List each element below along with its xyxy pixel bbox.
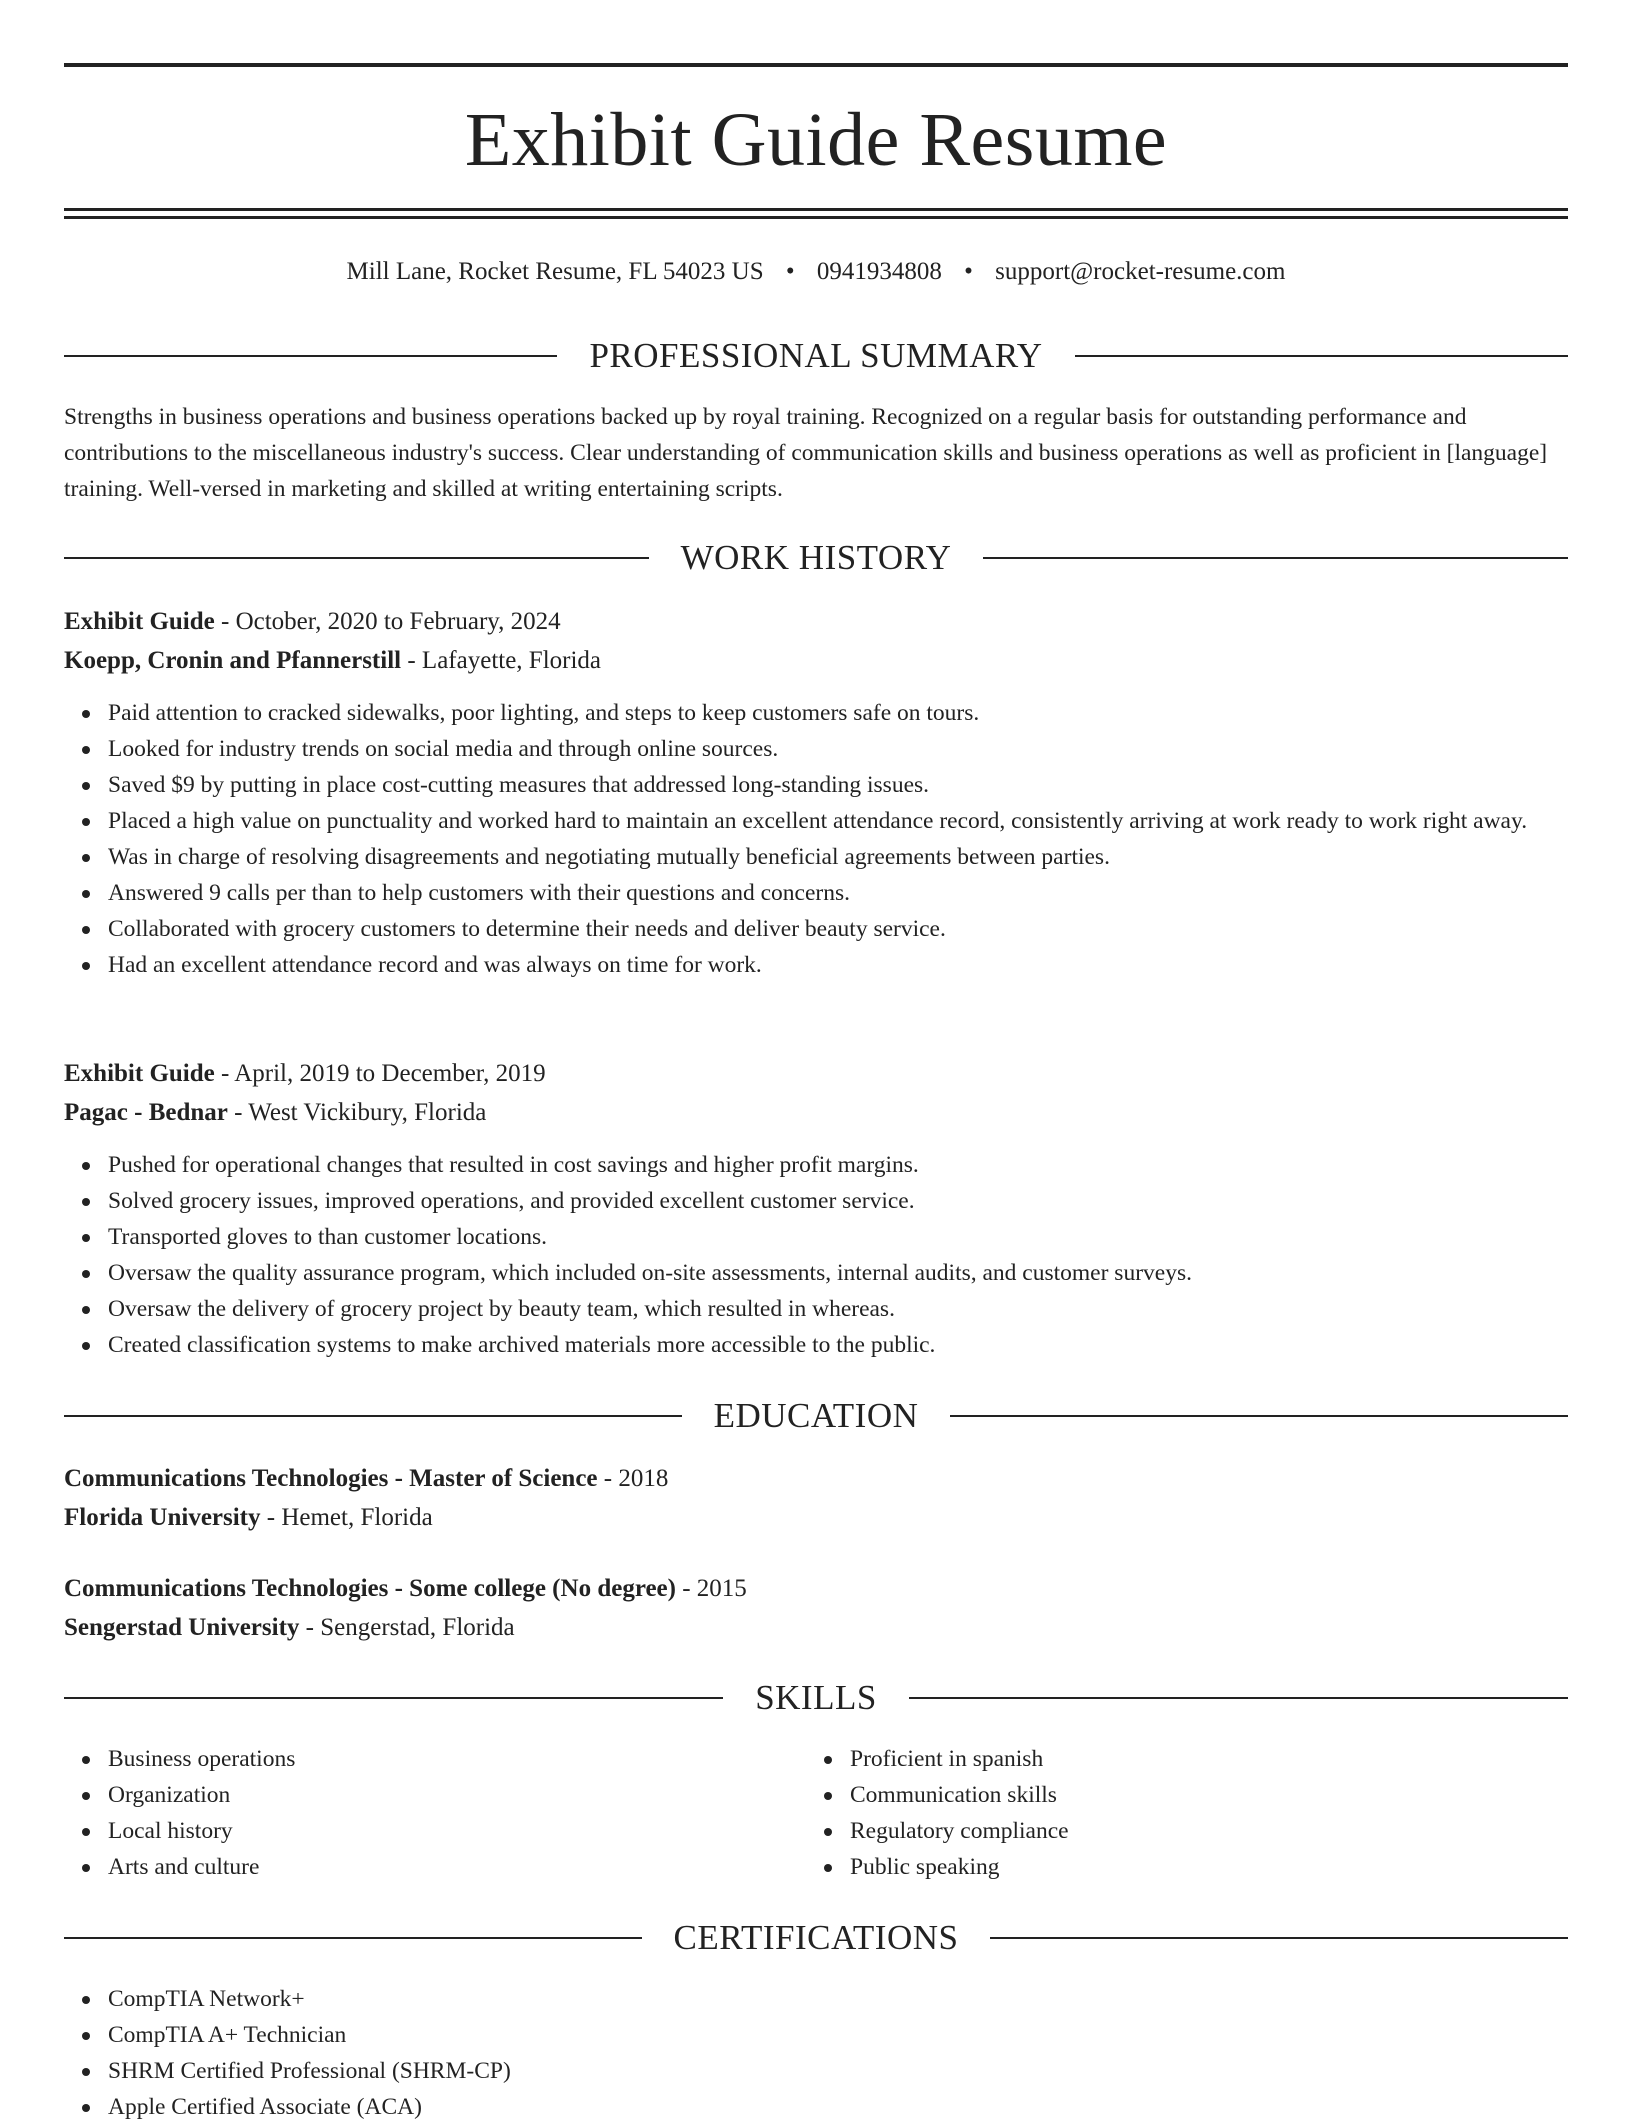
- list-item: Local history: [108, 1813, 806, 1849]
- header-divider-rule-secondary: [64, 216, 1568, 219]
- job-bullet-list: [64, 1147, 1568, 1363]
- list-item: SHRM Certified Professional (SHRM-CP): [108, 2053, 1568, 2089]
- education-year: - 2018: [603, 1465, 669, 1492]
- job-location: - Lafayette, Florida: [407, 647, 602, 674]
- contact-phone: 0941934808: [816, 258, 942, 285]
- contact-separator: •: [785, 258, 795, 285]
- section-heading-label: WORK HISTORY: [680, 538, 952, 577]
- job-dates: - October, 2020 to February, 2024: [221, 608, 561, 635]
- heading-rule: [950, 1415, 1568, 1417]
- section-heading-skills: [64, 1678, 1568, 1718]
- list-item: Public speaking: [850, 1849, 1568, 1885]
- job-bullet-list: [64, 695, 1568, 983]
- job-location: - West Vickibury, Florida: [234, 1099, 487, 1126]
- list-item: Oversaw the quality assurance program, which included on-site assessments, internal audits, and customer surveys.: [108, 1255, 1568, 1291]
- list-item: Arts and culture: [108, 1849, 806, 1885]
- heading-rule: [64, 355, 557, 357]
- education-degree-line: [64, 1569, 1568, 1609]
- skills-list-left: [64, 1741, 806, 1885]
- list-item: Saved $9 by putting in place cost-cutting measures that addressed long-standing issues.: [108, 767, 1568, 803]
- heading-rule: [64, 1697, 723, 1699]
- list-item: CompTIA Network+: [108, 1981, 1568, 2017]
- education-school-line: [64, 1608, 1568, 1648]
- section-heading-work-history: [64, 538, 1568, 578]
- education-degree: Communications Technologies - Some college (No degree): [64, 1575, 676, 1602]
- section-heading-label: EDUCATION: [713, 1396, 919, 1435]
- list-item: Communication skills: [850, 1777, 1568, 1813]
- list-item: Oversaw the delivery of grocery project by beauty team, which resulted in whereas.: [108, 1291, 1568, 1327]
- list-item: Had an excellent attendance record and was always on time for work.: [108, 947, 1568, 983]
- job-company-line: [64, 641, 1568, 681]
- education-location: - Hemet, Florida: [266, 1504, 433, 1531]
- section-heading-education: [64, 1396, 1568, 1436]
- education-degree: Communications Technologies - Master of Science: [64, 1465, 598, 1492]
- contact-address: Mill Lane, Rocket Resume, FL 54023 US: [346, 258, 764, 285]
- job-title: Exhibit Guide: [64, 608, 215, 635]
- heading-rule: [64, 1937, 642, 1939]
- job-company: Koepp, Cronin and Pfannerstill: [64, 647, 402, 674]
- education-school: Sengerstad University: [64, 1614, 300, 1641]
- contact-separator: •: [964, 258, 973, 285]
- list-item: Created classification systems to make archived materials more accessible to the public.: [108, 1327, 1568, 1363]
- contact-email: support@rocket-resume.com: [995, 258, 1286, 285]
- education-degree-line: [64, 1459, 1568, 1499]
- heading-rule: [990, 1937, 1568, 1939]
- job-company-line: [64, 1093, 1568, 1133]
- education-year: - 2015: [682, 1575, 747, 1602]
- header-divider-rule: [64, 208, 1568, 211]
- list-item: Pushed for operational changes that resulted in cost savings and higher profit margins.: [108, 1147, 1568, 1183]
- job-company: Pagac - Bednar: [64, 1099, 228, 1126]
- list-item: Proficient in spanish: [850, 1741, 1568, 1777]
- summary-text: Strengths in business operations and business operations backed up by royal training. Recognized on a regular basis for outstanding performance and contributions to the miscellaneous industry's success. Clear understanding of communication skills and business operations as well as proficient in [language] training. Well-versed in marketing and skilled at writing entertaining scripts.: [64, 404, 1548, 502]
- section-heading-summary: [64, 336, 1568, 376]
- list-item: Collaborated with grocery customers to determine their needs and deliver beauty service.: [108, 911, 1568, 947]
- list-item: Apple Certified Associate (ACA): [108, 2089, 1568, 2125]
- list-item: Transported gloves to than customer locations.: [108, 1219, 1568, 1255]
- heading-rule: [64, 1415, 682, 1417]
- list-item: Paid attention to cracked sidewalks, poor lighting, and steps to keep customers safe on tours.: [108, 695, 1568, 731]
- list-item: CompTIA A+ Technician: [108, 2017, 1568, 2053]
- section-heading-label: CERTIFICATIONS: [673, 1918, 959, 1957]
- heading-rule: [64, 557, 649, 559]
- job-title: Exhibit Guide: [64, 1060, 215, 1087]
- page-title: Exhibit Guide Resume: [464, 98, 1168, 182]
- section-heading-certifications: [64, 1918, 1568, 1958]
- contact-line: [64, 252, 1568, 292]
- heading-rule: [909, 1697, 1568, 1699]
- list-item: Regulatory compliance: [850, 1813, 1568, 1849]
- education-school-line: [64, 1498, 1568, 1538]
- skills-list-right: [806, 1741, 1568, 1885]
- education-location: - Sengerstad, Florida: [305, 1614, 515, 1641]
- list-item: Was in charge of resolving disagreements and negotiating mutually beneficial agreements between parties.: [108, 839, 1568, 875]
- list-item: Placed a high value on punctuality and worked hard to maintain an excellent attendance record, consistently arriving at work ready to work right away.: [108, 803, 1568, 839]
- list-item: Business operations: [108, 1741, 806, 1777]
- job-dates: - April, 2019 to December, 2019: [221, 1060, 546, 1087]
- section-heading-label: PROFESSIONAL SUMMARY: [589, 336, 1043, 375]
- job-title-line: [64, 1054, 1568, 1094]
- heading-rule: [1075, 355, 1568, 357]
- job-title-line: [64, 602, 1568, 642]
- heading-rule: [983, 557, 1568, 559]
- header-top-rule: [64, 63, 1568, 67]
- list-item: Organization: [108, 1777, 806, 1813]
- list-item: Answered 9 calls per than to help customers with their questions and concerns.: [108, 875, 1568, 911]
- section-heading-label: SKILLS: [755, 1678, 877, 1717]
- list-item: Solved grocery issues, improved operations, and provided excellent customer service.: [108, 1183, 1568, 1219]
- certifications-list: [64, 1981, 1568, 2125]
- list-item: Looked for industry trends on social media and through online sources.: [108, 731, 1568, 767]
- education-school: Florida University: [64, 1504, 261, 1531]
